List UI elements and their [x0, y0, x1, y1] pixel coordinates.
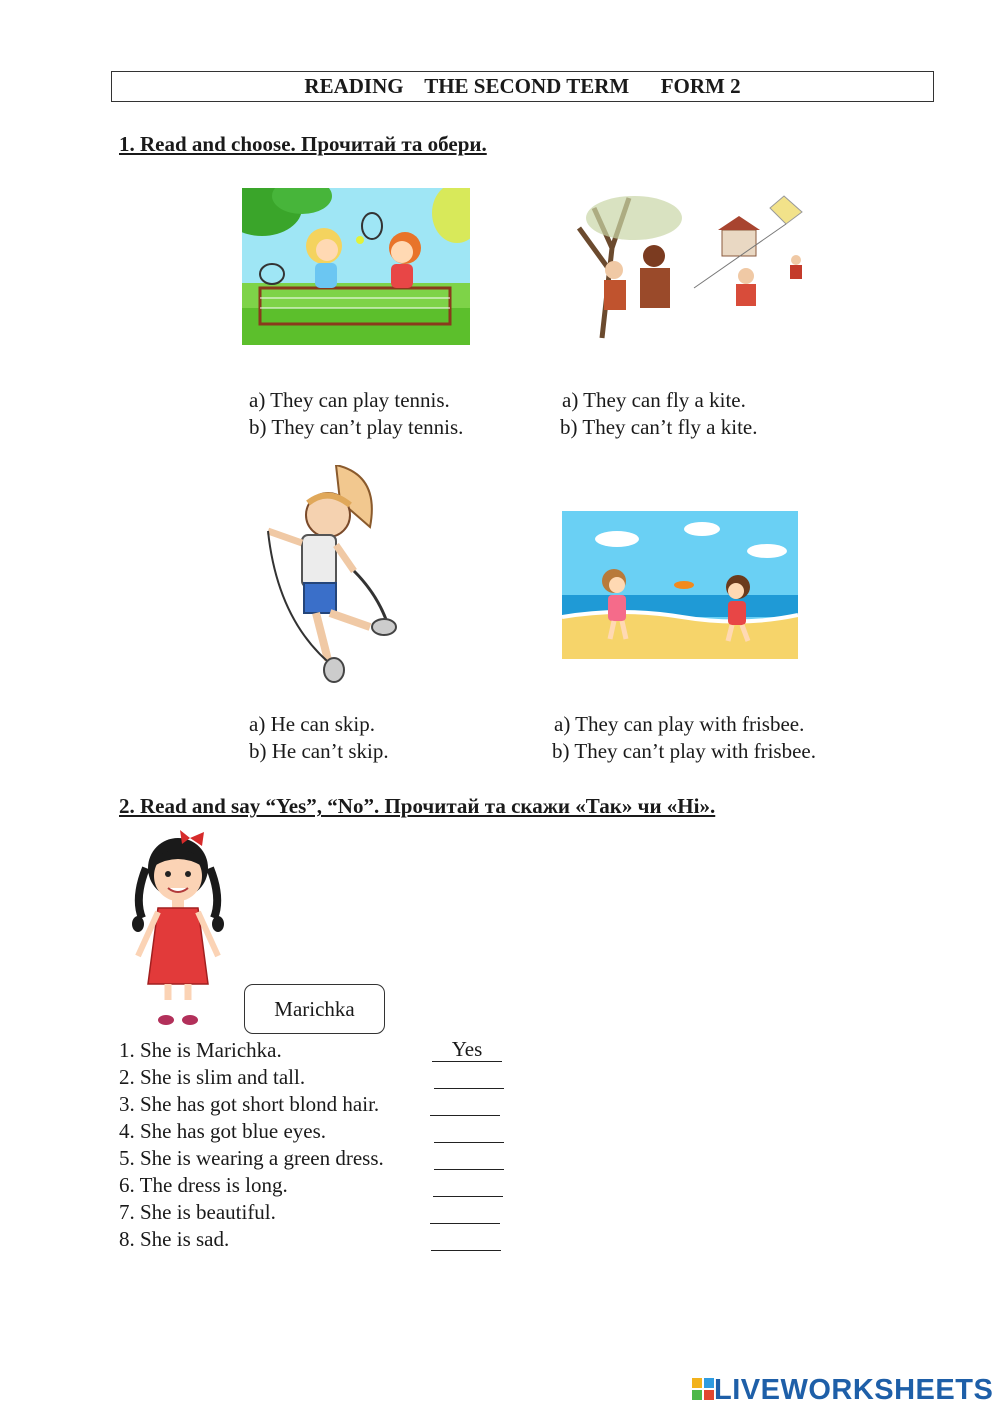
option-kite-b[interactable]: b) They can’t fly a kite.	[560, 415, 758, 439]
statement-4: 4. She has got blue eyes.	[119, 1119, 327, 1143]
logo-text: LIVEWORKSHEETS	[714, 1373, 994, 1406]
statement-3: 3. She has got short blond hair.	[119, 1092, 380, 1116]
liveworksheets-logo[interactable]	[692, 1373, 994, 1406]
answer-field-7[interactable]	[430, 1198, 500, 1224]
option-skip-a[interactable]: a) He can skip.	[249, 712, 375, 736]
option-frisbee-a[interactable]: a) They can play with frisbee.	[554, 712, 805, 736]
option-kite-a[interactable]: a) They can fly a kite.	[562, 388, 746, 412]
option-tennis-b[interactable]: b) They can’t play tennis.	[249, 415, 464, 439]
option-skip-b[interactable]: b) He can’t skip.	[249, 739, 389, 763]
section1-title: 1. Read and choose. Прочитай та обери.	[119, 132, 487, 156]
logo-grid-icon	[692, 1378, 714, 1402]
statement-2: 2. She is slim and tall.	[119, 1065, 306, 1089]
girl-picture	[124, 828, 232, 1028]
statement-5: 5. She is wearing a green dress.	[119, 1146, 384, 1170]
statement-7: 7. She is beautiful.	[119, 1200, 276, 1224]
option-frisbee-b[interactable]: b) They can’t play with frisbee.	[552, 739, 816, 763]
answer-field-1[interactable]: Yes	[432, 1036, 502, 1062]
answer-field-4[interactable]	[434, 1117, 504, 1143]
tennis-picture	[242, 188, 470, 345]
statement-8: 8. She is sad.	[119, 1227, 230, 1251]
kite-picture	[574, 188, 814, 348]
section2-title: 2. Read and say “Yes”, “No”. Прочитай та скажи «Так» чи «Ні».	[119, 794, 716, 818]
statement-6: 6. The dress is long.	[119, 1173, 288, 1197]
option-tennis-a[interactable]: a) They can play tennis.	[249, 388, 450, 412]
answer-field-2[interactable]	[434, 1063, 504, 1089]
page-header: READING THE SECOND TERM FORM 2	[111, 71, 934, 102]
skipping-boy-picture	[258, 465, 406, 687]
answer-field-8[interactable]	[431, 1225, 501, 1251]
frisbee-beach-picture	[562, 511, 798, 659]
answer-field-6[interactable]	[433, 1171, 503, 1197]
answer-field-3[interactable]	[430, 1090, 500, 1116]
statement-1: 1. She is Marichka.	[119, 1038, 282, 1062]
answer-field-5[interactable]	[434, 1144, 504, 1170]
name-label-box: Marichka	[244, 984, 385, 1034]
